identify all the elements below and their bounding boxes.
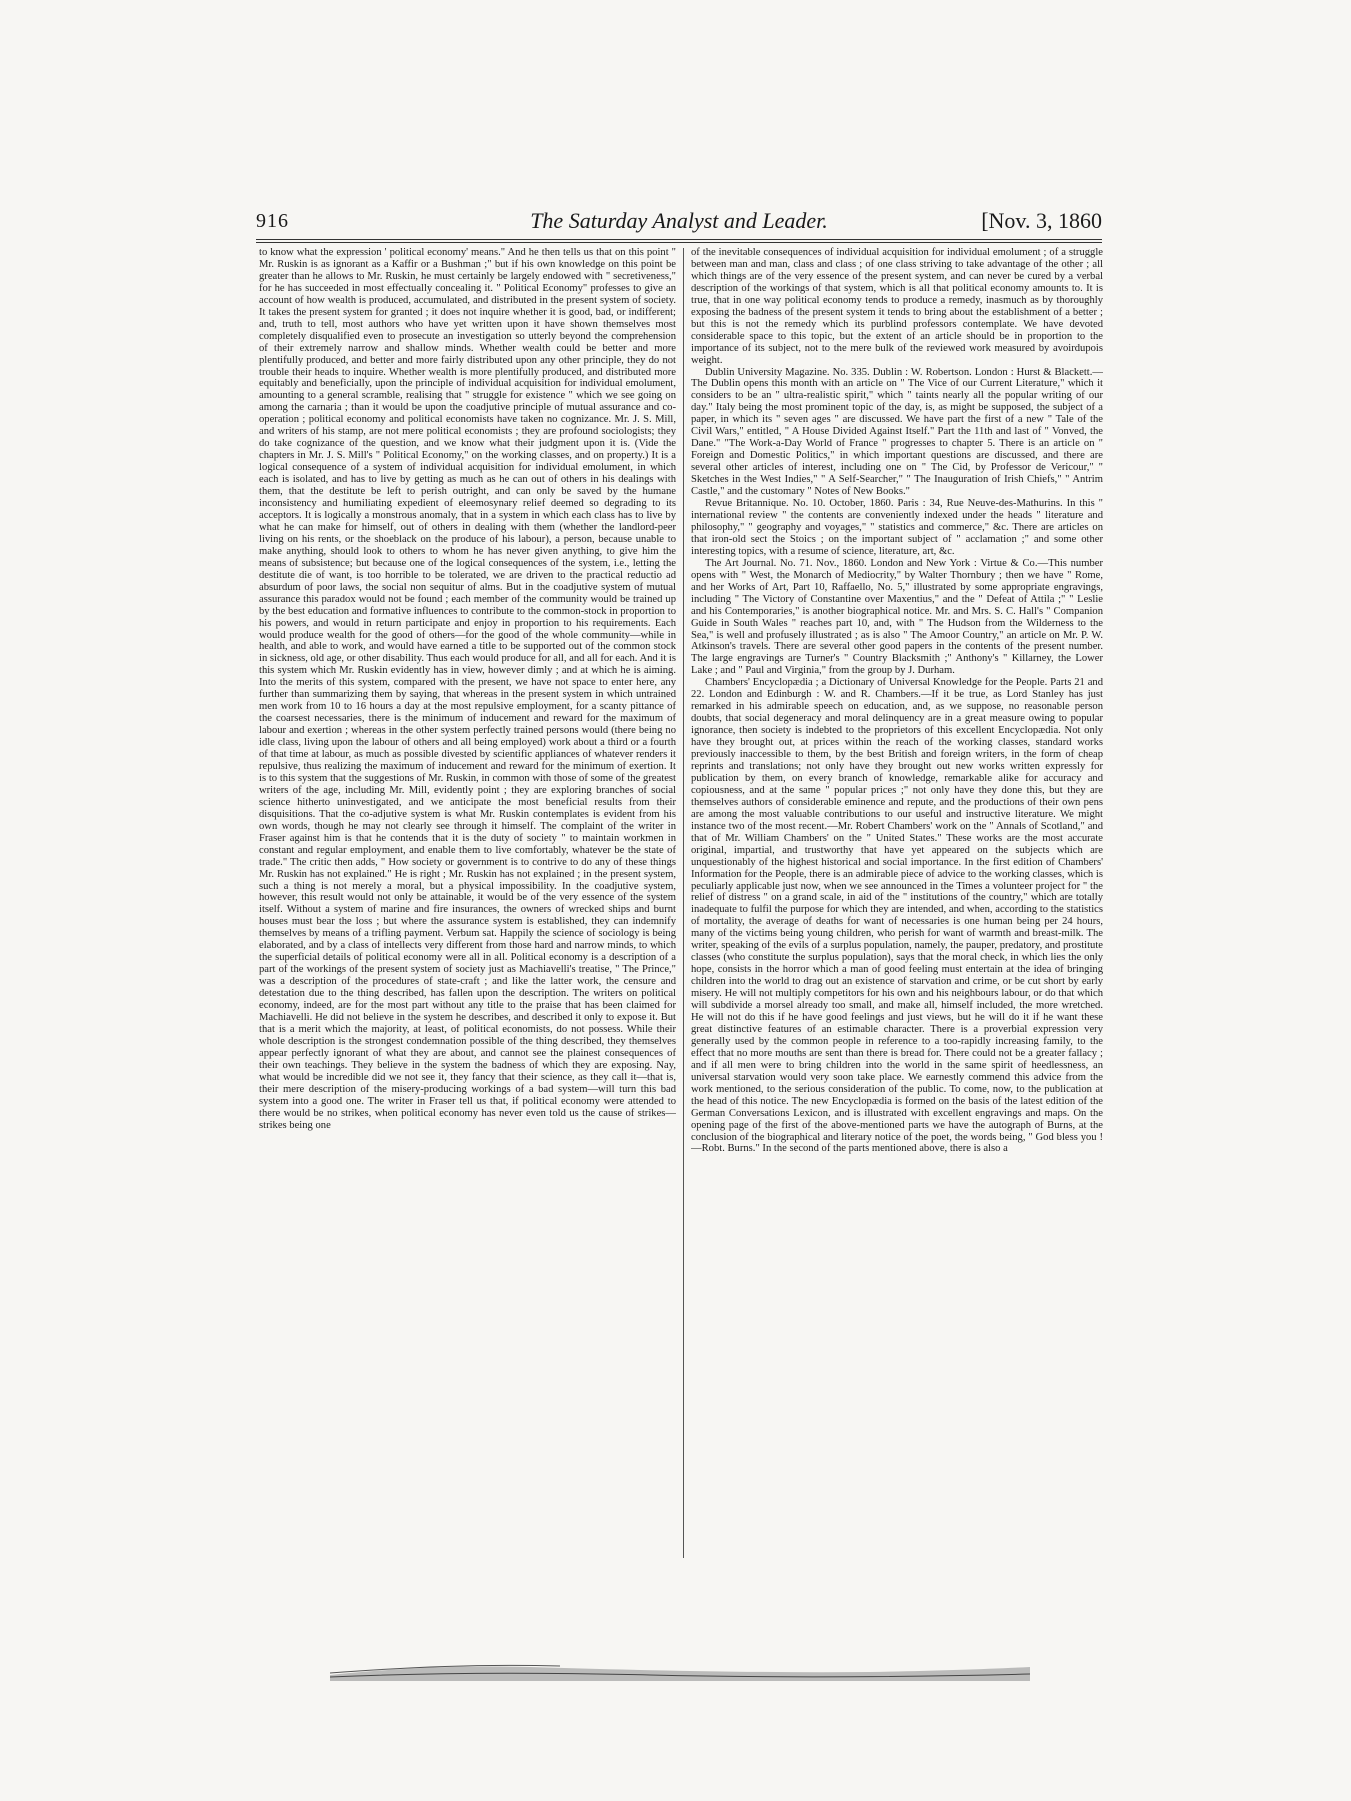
left-column bbox=[259, 247, 676, 1559]
review-art-journal: The Art Journal. No. 71. Nov., 1860. London and New York : Virtue & Co.—This number opens with " West, the Monarch of Mediocrity," by Walter Thornbury ; then we have " Rome, and her Works of Art, Part 10, Raffaello, No. 5," illustrated by some appropriate engravings, including " The Victory of Constantine over Maxentius," and the " Defeat of Attila ;" " Leslie and his Contemporaries," is another biographical notice. Mr. and Mrs. S. C. Hall's " Companion Guide in South Wales " reaches part 10, and, with " The Hudson from the Wilderness to the Sea," is well and profusely illustrated ; as is also " The Amoor Country," an article on Mr. P. W. Atkinson's travels. There are several other good papers in the contents of the present number. The large engravings are Turner's " Country Blacksmith ;" Anthony's " Killarney, the Lower Lake ; and " Paul and Virginia," from the group by J. Durham. bbox=[691, 557, 1103, 677]
article-paragraph: to know what the expression ' political economy' means." And he then tells us that on this point " Mr. Ruskin is as ignorant as a Kaffir or a Bushman ;" but if his own knowledge on this point be greater than he allows to Mr. Ruskin, he must certainly be largely endowed with " secretiveness," for he has succeeded in most effectually concealing it. " Political Economy" professes to give an account of how wealth is produced, accumulated, and distributed in the present system of society. It takes the present system for granted ; it does not inquire whether it is good, bad, or indifferent; and, truth to tell, most authors who have yet written upon it have shown themselves most completely disqualified even to prosecute an investigation so utterly beyond the comprehension of their extremely narrow and shallow minds. Whether wealth could be better and more plentifully produced, and better and more fairly distributed upon any other principle, they do not trouble their heads to inquire. Whether wealth is more plentifully produced, and distributed more equitably and beneficially, upon the principle of individual acquisition for individual emolument, amounting to a general scramble, realising that " struggle for existence " which we see going on among the carnaria ; than it would be upon the coadjutive principle of mutual assurance and co-operation ; political economy and political economists have taken no cognizance. Mr. J. S. Mill, and writers of his stamp, are not mere political economists ; they are profound sociologists; they do take cognizance of the question, and we know what their judgment upon it is. (Vide the chapters in Mr. J. S. Mill's " Political Economy," on the working classes, and on property.) It is a logical consequence of a system of individual acquisition for individual emolument, in which each is isolated, and has to live by getting as much as he can out of others in his dealings with them, that the destitute be left to perish outright, and can only be saved by the humane inconsistency and humiliating expedient of eleemosynary relief deemed so degrading to its acceptors. It is logically a monstrous anomaly, that in a system in which each class has to live by what he can make for himself, out of others in dealing with them (whether the landlord-peer living on his rents, or the shoeblack on the produce of his labour), a person, because unable to make anything, should look to others to whom he has never given anything, to give him the means of subsistence; but because one of the logical consequences of the system, i.e., letting the destitute die of want, is too horrible to be tolerated, we are driven to the practical reductio ad absurdum of poor laws, the social non sequitur of alms. But in the coadjutive system of mutual assurance this paradox would not be found ; each member of the community would be trained up by the best education and formative influences to contribute to the common-stock in proportion to his powers, and would in return participate and enjoy in proportion to his requirements. Each would produce wealth for the good of others—for the good of the whole community—while in health, and able to work, and would have earned a title to be supported out of the common stock in sickness, old age, or other disability. Thus each would produce for all, and all for each. And it is this system which Mr. Ruskin evidently has in view, however dimly ; and at which he is aiming. Into the merits of this system, compared with the present, we have not space to enter here, any further than summarizing them by saying, that whereas in the present system in which untrained men work from 10 to 16 hours a day at the most repulsive employment, for a scanty pittance of the coarsest necessaries, there is the minimum of inducement and reward for the maximum of labour and exertion ; whereas in the other system perfectly trained persons would (there being no idle class, living upon the labour of others and all being employed) work about a third or a fourth of that time at labour, as much as possible divested by scientific appliances of whatever renders it repulsive, thus realizing the maximum of inducement and reward for the minimum of exertion. It is to this system that the suggestions of Mr. Ruskin, in common with those of some of the greatest writers of the age, including Mr. Mill, evidently point ; they are exploring branches of social science hitherto uninvestigated, and we anticipate the most beneficial results from their disquisitions. That the co-adjutive system is what Mr. Ruskin contemplates is evident from his own words, though he may not clearly see through it himself. The complaint of the writer in Fraser against him is that he contends that it is the duty of society " to maintain workmen in constant and regular employment, and enable them to live comfortably, whatever be the state of trade." The critic then adds, " How society or government is to contrive to do any of these things Mr. Ruskin has not explained." He is right ; Mr. Ruskin has not explained ; in the present system, such a thing is not merely a moral, but a physical impossibility. In the coadjutive system, however, this result would not only be attainable, it would be of the very essence of the system itself. Without a system of marine and fire insurances, the owners of wrecked ships and burnt houses must bear the loss ; but where the assurance system is established, they can indemnify themselves by means of a trifling payment. Verbum sat. Happily the science of sociology is being elaborated, and by a class of intellects very different from those hard and narrow minds, to which the superficial details of political economy were all in all. Political economy is a description of a part of the workings of the present system of society just as Machiavelli's treatise, " The Prince," was a description of the procedures of state-craft ; and like the latter work, the censure and detestation due to the thing described, has fallen upon the description. The writers on political economy, indeed, are for the most part without any title to the praise that has been claimed for Machiavelli. He did not believe in the system he describes, and described it only to expose it. But that is a merit which the majority, at least, of political economists, do not possess. While their whole description is the strongest condemnation possible of the thing described, they themselves appear perfectly ignorant of what they are about, and cannot see the plainest consequences of their own teachings. They believe in the system the badness of which they are exposing. Nay, what would be incredible did we not see it, they fancy that their science, as they call it—that is, their mere description of the misery-producing workings of a bad system—will turn this bad system into a good one. The writer in Fraser tell us that, if political economy were attended to there would be no strikes, when political economy has never even told us the cause of strikes—strikes being one bbox=[259, 247, 676, 1131]
issue-date: [Nov. 3, 1860 bbox=[981, 208, 1102, 233]
review-revue-britannique: Revue Britannique. No. 10. October, 1860. Paris : 34, Rue Neuve-des-Mathurins. In this " international review " the contents are conveniently indexed under the heads " literature and philosophy," " geography and voyages," " statistics and commerce," &c. There are articles on that iron-old sect the Stoics ; on the important subject of " acclamation ;" and some other interesting topics, with a resume of science, literature, art, &c. bbox=[691, 498, 1103, 557]
review-dublin-university-magazine: Dublin University Magazine. No. 335. Dublin : W. Robertson. London : Hurst & Blackett.—The Dublin opens this month with an article on " The Vice of our Current Literature," which it considers to be an " ultra-realistic spirit," which " taints nearly all the popular writing of our day." Italy being the most prominent topic of the day, is, as might be supposed, the subject of a paper, in which its " seven ages " are discussed. We have part the first of a new " Tale of the Civil Wars," entitled, " A House Divided Against Itself." Part the 11th and last of " Vonved, the Dane." "The Work-a-Day World of France " progresses to chapter 5. There is an article on " Foreign and Domestic Politics," in which important questions are discussed, and there are several other articles of interest, including one on " The Cid, by Professor de Vericour," " Sketches in the West Indies," " A Self-Searcher," " The Inauguration of Irish Chiefs," " Antrim Castle," and the customary " Notes of New Books." bbox=[691, 366, 1103, 498]
footer-ornament-scan-edge bbox=[330, 1655, 1030, 1681]
article-paragraph: of the inevitable consequences of individual acquisition for individual emolument ; of a struggle between man and man, class and class ; of one class striving to take advantage of the other ; all which things are of the very essence of the present system, and can never be cured by a verbal description of the workings of that system, which is all that political economy amounts to. It is true, that in one way political economy tends to produce a remedy, inasmuch as by thoroughly exposing the badness of the present system it tends to bring about the establishment of a better ; but this is not the remedy which its purblind professors contemplate. We have devoted considerable space to this topic, but the extent of an article should be in proportion to the importance of its subject, not to the mere bulk of the reviewed work measured by avoirdupois weight. bbox=[691, 247, 1103, 366]
right-column bbox=[691, 247, 1103, 1559]
column-divider bbox=[683, 248, 684, 1558]
page-number: 916 bbox=[256, 210, 289, 232]
review-chambers-encyclopaedia: Chambers' Encyclopædia ; a Dictionary of Universal Knowledge for the People. Parts 21 and 22. London and Edinburgh : W. and R. Chambers.—If it be true, as Lord Stanley has just remarked in his admirable speech on education, and, as we suppose, no reasonable person doubts, that social degeneracy and moral delinquency are in a great measure owing to popular ignorance, then society is indebted to the proprietors of this excellent Encyclopædia. Not only have they brought out, at prices within the reach of the working classes, standard works previously inaccessible to them, by the best British and foreign writers, in the form of cheap reprints and translations; not only have they brought out new works written expressly for publication by them, on every branch of knowledge, remarkable alike for accuracy and copiousness, and at the same " popular prices ;" not only have they done this, but they are themselves authors of considerable eminence and repute, and the productions of their own pens are among the most valuable contributions to our useful and instructive literature. We might instance two of the most recent.—Mr. Robert Chambers' work on the " Annals of Scotland," and that of Mr. William Chambers' on the " United States." These works are the most accurate original, impartial, and trustworthy that have yet appeared on the subjects which are unquestionably of the highest historical and social importance. In the first edition of Chambers' Information for the People, there is an admirable piece of advice to the working classes, which is peculiarly applicable just now, when we see announced in the Times a volunteer project for " the relief of distress " on a grand scale, in aid of the " institutions of the country," which are totally inadequate to fulfil the purpose for which they are intended, and when, according to the statistics of mortality, the average of deaths for want of necessaries is one human being per 24 hours, many of the victims being young children, who perish for want of warmth and breast-milk. The writer, speaking of the evils of a surplus population, namely, the pauper, predatory, and prostitute classes (who constitute the surplus population), says that the moral check, in which lies the only hope, consists in the horror which a man of good feeling must entertain at the idea of bringing children into the world to drag out an existence of starvation and crime, or be cut short by early misery. He will not multiply competitors for his own and his neighbours labour, or do that which will subdivide a morsel already too small, and make all, himself included, the more wretched. He will not do this if he have good feelings and just views, but he will do it if he want these great distinctive features of an estimable character. There is a proverbial expression very generally used by the common people in reference to a too-rapidly increasing family, to the effect that no more mouths are sent than there is bread for. There could not be a greater fallacy ; and if all men were to bring children into the world in the same spirit of heedlessness, an universal starvation would very soon take place. We earnestly commend this advice from the work mentioned, to the serious consideration of the public. To come, now, to the publication at the head of this notice. The new Encyclopædia is formed on the basis of the latest edition of the German Conversations Lexicon, and is illustrated with excellent engravings and maps. On the opening page of the first of the above-mentioned parts we have the autograph of Burns, at the conclusion of the biographical and literary notice of the poet, the words being, " God bless you !—Robt. Burns." In the second of the parts mentioned above, there is also a bbox=[691, 677, 1103, 1155]
header-rule-top bbox=[256, 239, 1102, 240]
header-rule-bottom bbox=[256, 242, 1102, 243]
publication-title: The Saturday Analyst and Leader. bbox=[530, 208, 828, 233]
page-header bbox=[256, 204, 1102, 236]
